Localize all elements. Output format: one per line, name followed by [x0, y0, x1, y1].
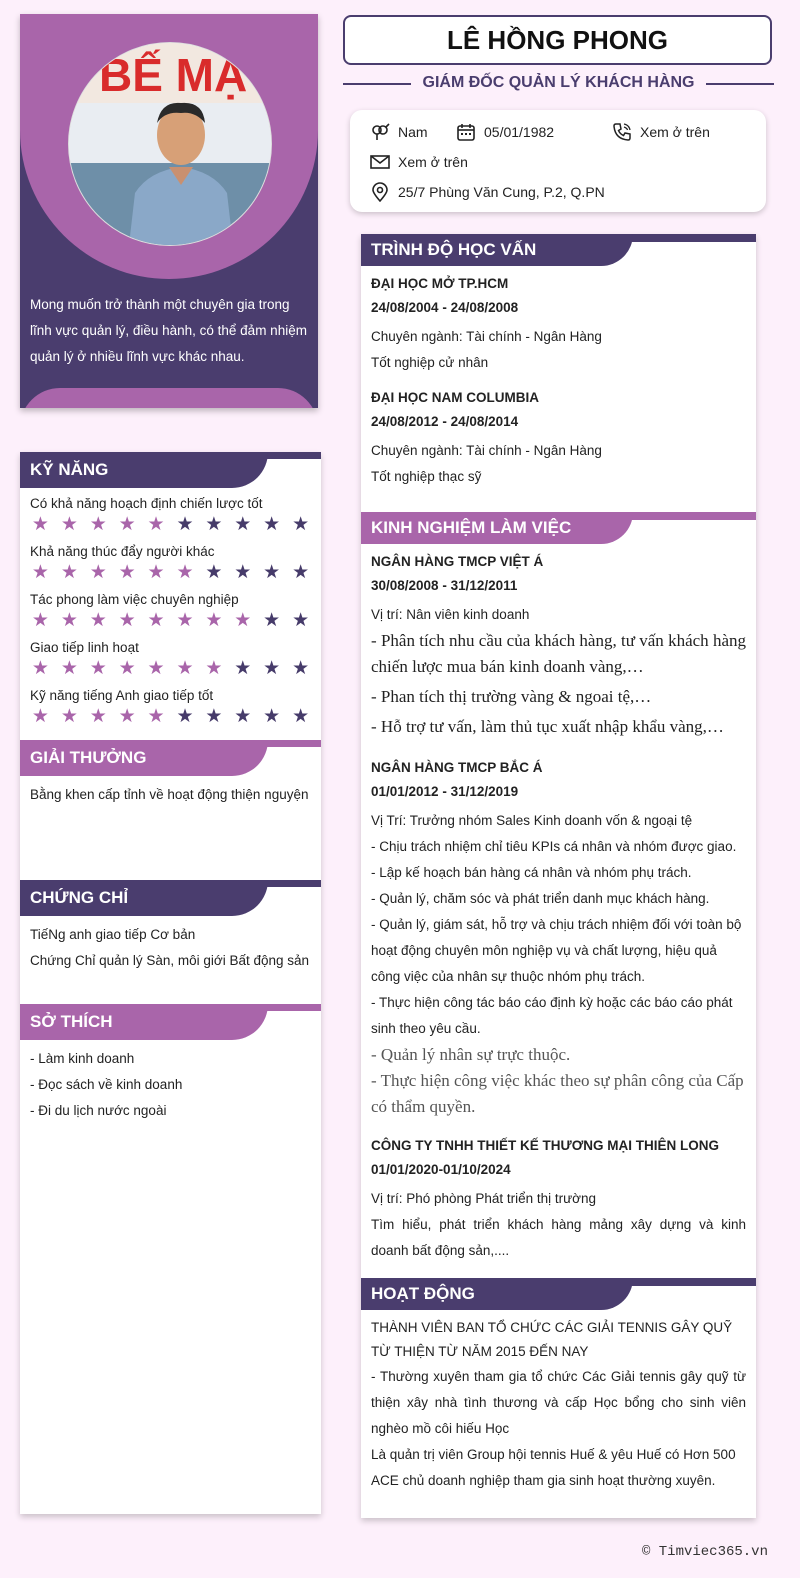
star-icon: ★: [31, 706, 49, 727]
skill-item: [20, 544, 321, 584]
star-icon: ★: [89, 562, 107, 583]
hobbies-title: SỞ THÍCH: [30, 1012, 113, 1031]
star-icon: ★: [60, 706, 78, 727]
star-icon: ★: [234, 658, 252, 679]
address-value: 25/7 Phùng Văn Cung, P.2, Q.PN: [398, 184, 605, 200]
hobby-item: - Đi du lịch nước ngoài: [30, 1103, 167, 1118]
name-box: [343, 15, 772, 65]
star-icon: ★: [147, 562, 165, 583]
job-detail: - Phan tích thị trường vàng & ngoai tệ,…: [371, 687, 652, 706]
gender-icon: [370, 122, 390, 142]
skill-rating: [30, 706, 311, 728]
job-entry: [361, 550, 756, 740]
star-icon: ★: [292, 514, 310, 535]
full-name: LÊ HỒNG PHONG: [446, 24, 668, 55]
job-entry: [361, 1134, 756, 1264]
star-icon: ★: [89, 514, 107, 535]
star-icon: ★: [176, 514, 194, 535]
education-major: Chuyên ngành: Tài chính - Ngân Hàng: [371, 443, 602, 458]
certificates-list: [20, 922, 321, 992]
education-header: [361, 234, 756, 266]
skills-list: [20, 496, 321, 728]
activities-header: [361, 1278, 756, 1310]
star-icon: ★: [60, 514, 78, 535]
svg-text:BẾ MẠ: BẾ MẠ: [99, 49, 248, 101]
job-date: 01/01/2012 - 31/12/2019: [371, 784, 519, 799]
star-icon: ★: [118, 610, 136, 631]
education-date: 24/08/2012 - 24/08/2014: [371, 414, 519, 429]
star-icon: ★: [89, 658, 107, 679]
school-name: ĐẠI HỌC NAM COLUMBIA: [371, 390, 539, 405]
star-icon: ★: [292, 562, 310, 583]
star-icon: ★: [263, 562, 281, 583]
star-icon: ★: [60, 562, 78, 583]
contact-box: [350, 110, 766, 212]
gender-value: Nam: [398, 124, 428, 140]
star-icon: ★: [176, 610, 194, 631]
star-icon: ★: [263, 514, 281, 535]
star-icon: ★: [263, 610, 281, 631]
education-entry: [361, 386, 756, 490]
star-icon: ★: [31, 658, 49, 679]
skill-name: Kỹ năng tiếng Anh giao tiếp tốt: [30, 688, 214, 703]
awards-text: Bằng khen cấp tỉnh về hoạt động thiện nguyện: [30, 787, 309, 802]
avatar: [68, 42, 272, 246]
activities-line: Là quản trị viên Group hội tennis Huế & yêu Huế có Hơn 500 ACE chủ doanh nghiệp tham gia sinh hoạt thường xuyên.: [371, 1447, 736, 1488]
job-detail: - Lập kế hoạch bán hàng cá nhân và nhóm phụ trách.: [371, 865, 692, 880]
star-icon: ★: [60, 610, 78, 631]
awards-header: [20, 740, 321, 776]
activities-heading: THÀNH VIÊN BAN TỔ CHỨC CÁC GIẢI TENNIS GÂY QUỸ TỪ THIỆN TỪ NĂM 2015 ĐẾN NAY: [371, 1320, 733, 1359]
job-detail: - Phân tích nhu cầu của khách hàng, tư vấn khách hàng chiến lược mua bán kinh doanh vàng,…: [371, 631, 746, 676]
awards-title: GIẢI THƯỞNG: [30, 748, 147, 767]
star-icon: ★: [263, 706, 281, 727]
certificate-item: TiếNg anh giao tiếp Cơ bản: [30, 927, 196, 942]
star-icon: ★: [89, 706, 107, 727]
email-value: Xem ở trên: [398, 154, 468, 170]
experience-title: KINH NGHIỆM LÀM VIỆC: [371, 518, 572, 537]
star-icon: ★: [147, 658, 165, 679]
education-degree: Tốt nghiệp thạc sỹ: [371, 469, 482, 484]
star-icon: ★: [147, 706, 165, 727]
experience-header: [361, 512, 756, 544]
skill-item: [20, 640, 321, 680]
job-title: GIÁM ĐỐC QUẢN LÝ KHÁCH HÀNG: [422, 74, 695, 91]
star-icon: ★: [234, 706, 252, 727]
hobbies-header: [20, 1004, 321, 1040]
skill-name: Khả năng thúc đẩy người khác: [30, 544, 215, 559]
star-icon: ★: [118, 658, 136, 679]
company-name: NGÂN HÀNG TMCP BẮC Á: [371, 760, 543, 775]
certificate-item: Chứng Chỉ quản lý Sàn, môi giới Bất động sản: [30, 953, 310, 968]
job-detail: - Chịu trách nhiệm chỉ tiêu KPIs cá nhân và nhóm được giao.: [371, 839, 737, 854]
profile-card: [20, 14, 318, 408]
skill-name: Có khả năng hoạch định chiến lược tốt: [30, 496, 263, 511]
skill-name: Tác phong làm việc chuyên nghiệp: [30, 592, 239, 607]
job-detail: - Quản lý nhân sự trực thuộc.: [371, 1045, 571, 1064]
star-icon: ★: [205, 658, 223, 679]
education-title: TRÌNH ĐỘ HỌC VẤN: [371, 240, 537, 259]
skills-title: KỸ NĂNG: [30, 460, 109, 479]
skill-rating: [30, 514, 311, 536]
company-name: NGÂN HÀNG TMCP VIỆT Á: [371, 554, 544, 569]
job-position: Vị Trí: Trưởng nhóm Sales Kinh doanh vốn & ngoại tệ: [371, 813, 693, 828]
skill-name: Giao tiếp linh hoạt: [30, 640, 139, 655]
birthday-item: [456, 122, 554, 142]
star-icon: ★: [118, 706, 136, 727]
education-date: 24/08/2004 - 24/08/2008: [371, 300, 519, 315]
location-pin-icon: [370, 182, 390, 202]
job-detail: - Thực hiện công tác báo cáo định kỳ hoặc các báo cáo phát sinh theo yêu cầu.: [371, 995, 733, 1036]
email-icon: [370, 152, 390, 172]
profile-bottom-arc: [20, 388, 318, 408]
certificates-header: [20, 880, 321, 916]
star-icon: ★: [205, 514, 223, 535]
skill-item: [20, 592, 321, 632]
star-icon: ★: [60, 658, 78, 679]
star-icon: ★: [205, 562, 223, 583]
job-title-row: [343, 73, 774, 95]
job-detail: - Quản lý, giám sát, hỗ trợ và chịu trách nhiệm đối với toàn bộ hoạt động chuyên môn nghiệp vụ và chất lượng, hiệu quả công việc của nhân sự thuộc nhóm phụ trách.: [371, 917, 742, 984]
star-icon: ★: [263, 658, 281, 679]
activities-title: HOẠT ĐỘNG: [371, 1284, 475, 1303]
certificates-title: CHỨNG CHỈ: [30, 888, 129, 907]
education-major: Chuyên ngành: Tài chính - Ngân Hàng: [371, 329, 602, 344]
star-icon: ★: [176, 658, 194, 679]
star-icon: ★: [176, 706, 194, 727]
gender-item: [370, 122, 428, 142]
star-icon: ★: [205, 610, 223, 631]
star-icon: ★: [31, 562, 49, 583]
star-icon: ★: [118, 562, 136, 583]
birthday-value: 05/01/1982: [484, 124, 555, 140]
star-icon: ★: [147, 610, 165, 631]
job-detail: - Hỗ trợ tư vấn, làm thủ tục xuất nhập khẩu vàng,…: [371, 717, 724, 736]
phone-icon: [612, 122, 632, 142]
school-name: ĐẠI HỌC MỞ TP.HCM: [371, 276, 509, 291]
email-item: [370, 152, 468, 172]
skill-rating: [30, 562, 311, 584]
left-column: [20, 452, 321, 1514]
star-icon: ★: [292, 658, 310, 679]
star-icon: ★: [118, 514, 136, 535]
calendar-icon: [456, 122, 476, 142]
star-icon: ★: [292, 610, 310, 631]
skill-rating: [30, 610, 311, 632]
star-icon: ★: [31, 610, 49, 631]
star-icon: ★: [234, 514, 252, 535]
star-icon: ★: [89, 610, 107, 631]
skills-header: [20, 452, 321, 488]
star-icon: ★: [147, 514, 165, 535]
star-icon: ★: [205, 706, 223, 727]
hobbies-list: [20, 1046, 321, 1124]
job-detail: - Thực hiện công việc khác theo sự phân công của Cấp có thẩm quyền.: [371, 1071, 744, 1116]
right-column: [361, 234, 756, 1518]
job-entry: [361, 756, 756, 1120]
skill-item: [20, 496, 321, 536]
star-icon: ★: [176, 562, 194, 583]
education-entry: [361, 272, 756, 376]
star-icon: ★: [234, 562, 252, 583]
education-degree: Tốt nghiệp cử nhân: [371, 355, 489, 370]
hobby-item: - Đọc sách về kinh doanh: [30, 1077, 183, 1092]
job-detail: Tìm hiểu, phát triển khách hàng mảng xây dựng và kinh doanh bất động sản,....: [371, 1217, 746, 1258]
activities-entry: [361, 1316, 756, 1494]
star-icon: ★: [234, 610, 252, 631]
company-name: CÔNG TY TNHH THIẾT KẾ THƯƠNG MẠI THIÊN LONG: [371, 1138, 719, 1153]
star-icon: ★: [292, 706, 310, 727]
activities-line: - Thường xuyên tham gia tổ chức Các Giải tennis gây quỹ từ thiện xây nhà tình thương và cấp Học bổng cho sinh viên nghèo mồ côi hiếu Học: [371, 1369, 746, 1436]
phone-item: [612, 122, 710, 142]
star-icon: ★: [31, 514, 49, 535]
hobby-item: - Làm kinh doanh: [30, 1051, 135, 1066]
phone-value: Xem ở trên: [640, 124, 710, 140]
address-item: [370, 182, 605, 202]
job-position: Vị trí: Phó phòng Phát triển thị trường: [371, 1191, 597, 1206]
job-detail: - Quản lý, chăm sóc và phát triển danh mục khách hàng.: [371, 891, 710, 906]
footer-credit: © Timviec365.vn: [641, 1544, 768, 1560]
job-date: 01/01/2020-01/10/2024: [371, 1162, 511, 1177]
career-objective: Mong muốn trở thành một chuyên gia trong lĩnh vực quản lý, điều hành, có thể đảm nhiệm quản lý ở nhiều lĩnh vực khác nhau.: [30, 297, 307, 364]
skill-rating: [30, 658, 311, 680]
job-position: Vị trí: Nân viên kinh doanh: [371, 607, 530, 622]
skill-item: [20, 688, 321, 728]
job-date: 30/08/2008 - 31/12/2011: [371, 578, 518, 593]
